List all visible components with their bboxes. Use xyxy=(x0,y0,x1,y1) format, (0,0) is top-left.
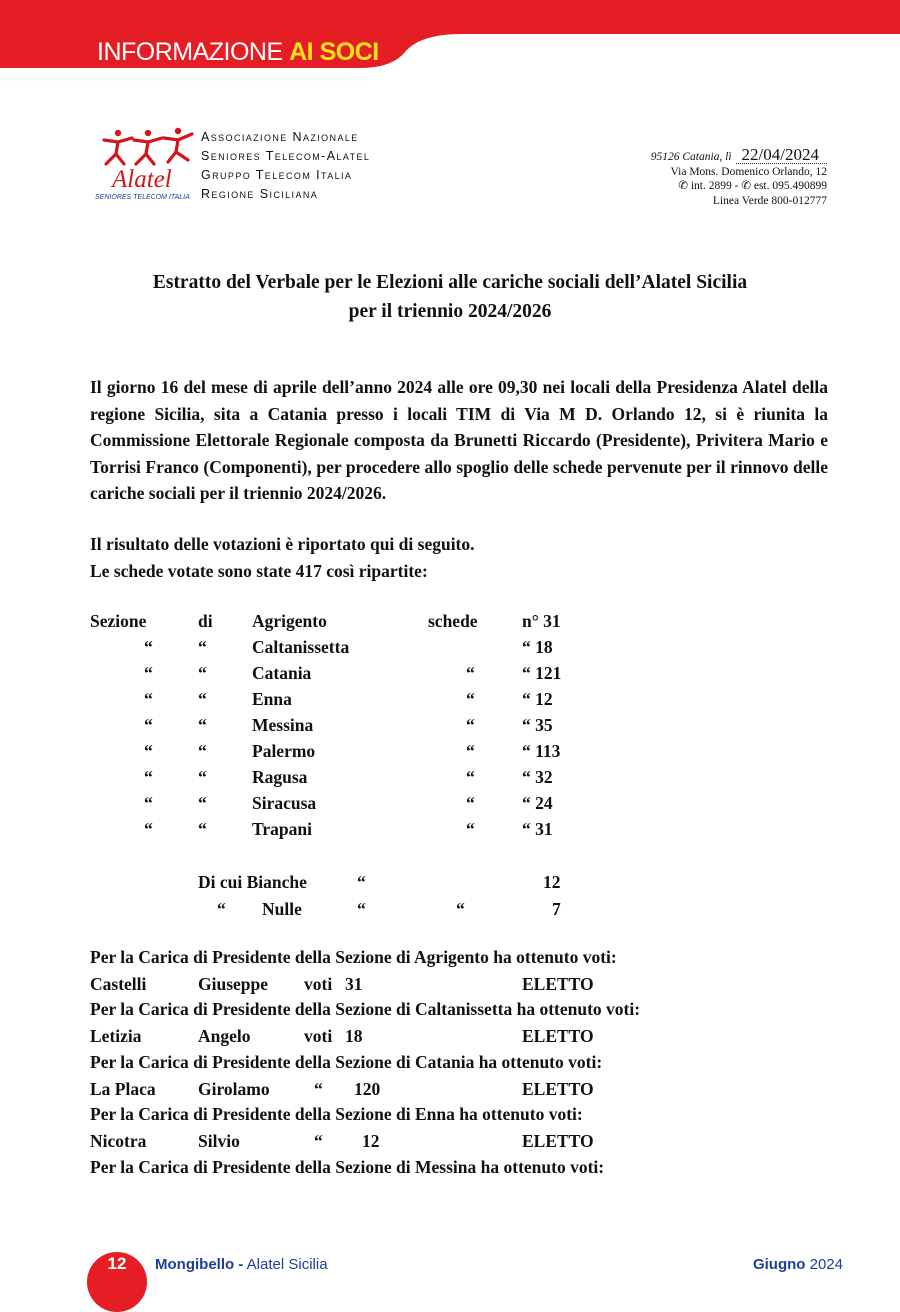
candidate-surname: La Placa xyxy=(90,1079,156,1099)
section-count: “ 32 xyxy=(522,767,553,787)
section-name: Ragusa xyxy=(252,767,308,787)
elected-status: ELETTO xyxy=(522,1079,594,1099)
candidate-name: Giuseppe xyxy=(198,974,269,994)
ballots-line: Le schede votate sono state 417 così ripartite: xyxy=(90,561,428,581)
votes-label: voti xyxy=(304,974,333,994)
candidate-surname: Letizia xyxy=(90,1026,142,1046)
votes-label: voti xyxy=(304,1026,333,1046)
section-col-b: “ xyxy=(198,689,207,709)
elected-status: ELETTO xyxy=(522,1131,594,1151)
section-col-b: “ xyxy=(198,767,207,787)
section-schede: “ xyxy=(466,819,475,839)
section-col-b: “ xyxy=(198,741,207,761)
section-count: “ 35 xyxy=(522,715,553,735)
section-count: “ 12 xyxy=(522,689,553,709)
section-col-b: “ xyxy=(198,663,207,683)
section-col-b: “ xyxy=(198,819,207,839)
page-number: 12 xyxy=(107,1254,127,1273)
section-schede: schede xyxy=(428,611,478,631)
section-col-a: “ xyxy=(144,819,153,839)
footer-publication: Mongibello - Alatel Sicilia xyxy=(155,1256,328,1273)
result-heading: Per la Carica di Presidente della Sezione di Caltanissetta ha ottenuto voti: xyxy=(90,999,641,1019)
logo-subtitle: SENIORES TELECOM ITALIA xyxy=(95,194,190,201)
header-title: INFORMAZIONE AI SOCI xyxy=(97,38,379,66)
association-line: Seniores Telecom-Alatel xyxy=(201,149,371,163)
section-schede: “ xyxy=(466,715,475,735)
section-col-a: “ xyxy=(144,793,153,813)
association-line: Regione Siciliana xyxy=(201,187,319,201)
section-col-a: “ xyxy=(144,663,153,683)
document-date: 22/04/2024 xyxy=(736,148,827,164)
section-schede: “ xyxy=(466,793,475,813)
null-mark: “ xyxy=(217,899,226,919)
votes-count: 31 xyxy=(345,974,363,994)
section-col-a: Sezione xyxy=(90,611,147,631)
logo-word: Alatel xyxy=(112,166,172,193)
section-name: Palermo xyxy=(252,741,316,761)
result-heading: Per la Carica di Presidente della Sezione di Messina ha ottenuto voti: xyxy=(90,1157,605,1177)
candidate-name: Girolamo xyxy=(198,1079,270,1099)
section-col-b: di xyxy=(198,611,213,631)
address-block xyxy=(589,145,827,208)
section-name: Caltanissetta xyxy=(252,637,350,657)
section-count: n° 31 xyxy=(522,611,561,631)
section-col-b: “ xyxy=(198,637,207,657)
result-heading: Per la Carica di Presidente della Sezione di Catania ha ottenuto voti: xyxy=(90,1052,603,1072)
result-heading: Per la Carica di Presidente della Sezione di Agrigento ha ottenuto voti: xyxy=(90,947,617,967)
section-schede: “ xyxy=(466,689,475,709)
votes-label: “ xyxy=(314,1131,323,1151)
blank-value: 12 xyxy=(543,872,561,892)
section-name: Enna xyxy=(252,689,292,709)
result-heading: Per la Carica di Presidente della Sezione di Enna ha ottenuto voti: xyxy=(90,1104,583,1124)
result-line: Il risultato delle votazioni è riportato qui di seguito. xyxy=(90,534,475,554)
address-phone: ✆ int. 2899 - ✆ est. 095.490899 xyxy=(678,180,827,192)
section-count: “ 121 xyxy=(522,663,562,683)
document-title: Estratto del Verbale per le Elezioni alle cariche sociali dell’Alatel Sicilia per il triennio 2024/2026 xyxy=(152,272,748,322)
null-label: Nulle xyxy=(262,899,302,919)
candidate-name: Angelo xyxy=(198,1026,251,1046)
section-col-a: “ xyxy=(144,715,153,735)
candidate-surname: Castelli xyxy=(90,974,147,994)
section-schede: “ xyxy=(466,663,475,683)
null-mark: “ xyxy=(456,899,465,919)
section-col-a: “ xyxy=(144,741,153,761)
section-col-b: “ xyxy=(198,793,207,813)
section-name: Agrigento xyxy=(252,611,327,631)
section-schede: “ xyxy=(466,741,475,761)
blank-label: Di cui Bianche xyxy=(198,872,307,892)
intro-paragraph: Il giorno 16 del mese di aprile dell’anno 2024 alle ore 09,30 nei locali della Presidenza Alatel della regione Sicilia, sita a Catania presso i locali TIM di Via M D. Orlando 12, si è riunita la Commissione Elettorale Regionale composta da Brunetti Riccardo (Presidente), Privitera Mario e Torrisi Franco (Componenti), per procedere allo spoglio delle schede pervenute per il rinnovo delle cariche sociali per il triennio 2024/2026. xyxy=(90,377,828,503)
section-count: “ 31 xyxy=(522,819,553,839)
section-col-a: “ xyxy=(144,767,153,787)
address-place: 95126 Catania, lì xyxy=(650,151,732,163)
section-schede: “ xyxy=(466,767,475,787)
section-col-a: “ xyxy=(144,689,153,709)
section-name: Messina xyxy=(252,715,314,735)
null-mark: “ xyxy=(357,899,366,919)
section-col-a: “ xyxy=(144,637,153,657)
section-col-b: “ xyxy=(198,715,207,735)
votes-count: 12 xyxy=(362,1131,380,1151)
association-line: Gruppo Telecom Italia xyxy=(201,168,353,182)
address-green-line: Linea Verde 800-012777 xyxy=(712,194,827,207)
elected-status: ELETTO xyxy=(522,974,594,994)
votes-count: 18 xyxy=(345,1026,363,1046)
section-count: “ 18 xyxy=(522,637,553,657)
votes-label: “ xyxy=(314,1079,323,1099)
candidate-name: Silvio xyxy=(198,1131,240,1151)
address-street: Via Mons. Domenico Orlando, 12 xyxy=(670,165,827,178)
votes-count: 120 xyxy=(354,1079,381,1099)
elected-status: ELETTO xyxy=(522,1026,594,1046)
association-line: Associazione Nazionale xyxy=(201,130,359,144)
section-name: Trapani xyxy=(252,819,312,839)
section-name: Catania xyxy=(252,663,312,683)
blank-mark: “ xyxy=(357,872,366,892)
association-block xyxy=(201,128,370,204)
null-value: 7 xyxy=(552,899,561,919)
candidate-surname: Nicotra xyxy=(90,1131,147,1151)
section-name: Siracusa xyxy=(252,793,317,813)
section-count: “ 113 xyxy=(522,741,561,761)
footer-issue: Giugno 2024 xyxy=(752,1256,843,1273)
section-count: “ 24 xyxy=(522,793,553,813)
